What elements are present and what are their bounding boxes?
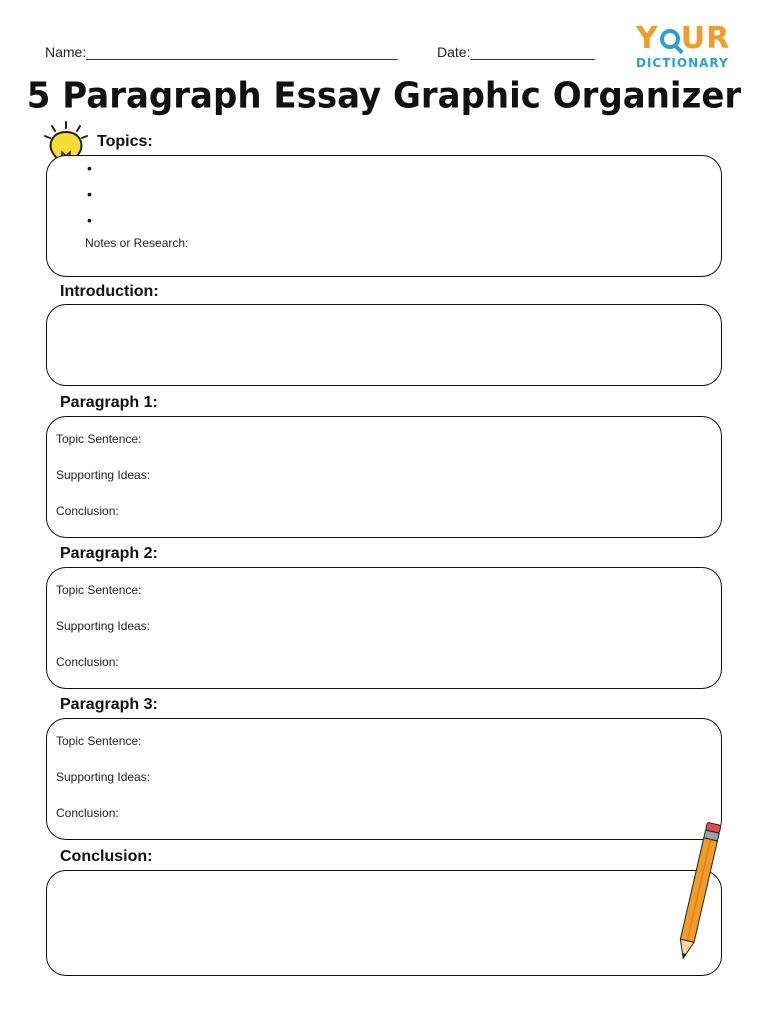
- paragraph-1-label: Paragraph 1:: [60, 394, 158, 411]
- supporting-ideas-label: Supporting Ideas:: [56, 468, 151, 482]
- topic-sentence-label: Topic Sentence:: [56, 432, 142, 446]
- topic-sentence-label: Topic Sentence:: [56, 734, 142, 748]
- topic-bullet-3: •: [87, 212, 92, 228]
- topic-sentence-label: Topic Sentence:: [56, 583, 142, 597]
- name-field[interactable]: Name:________________________________________: [45, 44, 398, 60]
- topic-bullet-2: •: [87, 186, 92, 202]
- magnifier-icon: [660, 29, 680, 49]
- paragraph-3-label: Paragraph 3:: [60, 696, 158, 713]
- introduction-box[interactable]: [46, 304, 722, 386]
- your-dictionary-logo: [636, 21, 732, 70]
- topics-box[interactable]: [46, 155, 722, 277]
- conclusion-line-label: Conclusion:: [56, 504, 119, 518]
- topics-label: Topics:: [97, 133, 153, 150]
- logo-wordmark-bottom: DICTIONARY: [636, 56, 729, 70]
- logo-letters-ur: UR: [680, 21, 731, 56]
- notes-research-label: Notes or Research:: [85, 236, 189, 250]
- paragraph-2-label: Paragraph 2:: [60, 545, 158, 562]
- topic-bullet-1: •: [87, 160, 92, 176]
- conclusion-box[interactable]: [46, 870, 722, 976]
- paragraph-3-box[interactable]: [46, 718, 722, 840]
- conclusion-line-label: Conclusion:: [56, 806, 119, 820]
- supporting-ideas-label: Supporting Ideas:: [56, 619, 151, 633]
- conclusion-line-label: Conclusion:: [56, 655, 119, 669]
- logo-wordmark-top: [636, 21, 732, 56]
- page-title: 5 Paragraph Essay Graphic Organizer: [26, 75, 742, 117]
- paragraph-1-box[interactable]: [46, 416, 722, 538]
- logo-letter-y: Y: [636, 21, 659, 56]
- introduction-label: Introduction:: [60, 283, 159, 300]
- supporting-ideas-label: Supporting Ideas:: [56, 770, 151, 784]
- paragraph-2-box[interactable]: [46, 567, 722, 689]
- date-field[interactable]: Date:________________: [437, 44, 596, 60]
- conclusion-label: Conclusion:: [60, 848, 153, 865]
- pencil-icon: [670, 818, 726, 970]
